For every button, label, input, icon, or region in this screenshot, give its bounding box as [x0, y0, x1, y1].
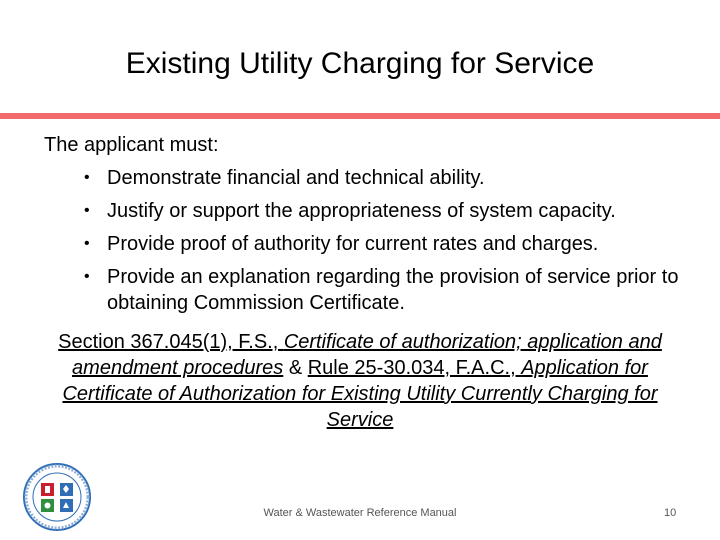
- list-item: [84, 198, 694, 224]
- title-divider: [0, 113, 720, 119]
- bullet-text: Provide an explanation regarding the provision of service prior to obtaining Commission Certificate.: [107, 266, 679, 314]
- list-item: [84, 264, 694, 316]
- bullet-text: Demonstrate financial and technical ability.: [107, 167, 485, 189]
- slide-title: Existing Utility Charging for Service: [125, 47, 595, 80]
- bullet-text: Justify or support the appropriateness of system capacity.: [107, 200, 616, 222]
- list-item: [84, 231, 694, 257]
- list-item: [84, 165, 694, 191]
- citation-rule-title: Application for Certificate of Authorization for Existing Utility Currently Charging for Service: [62, 357, 658, 431]
- citation-connector: &: [283, 357, 308, 379]
- requirements-list: [84, 165, 694, 323]
- citation-statute-title: Certificate of authorization; application and amendment procedures: [72, 331, 662, 379]
- page-number: 10: [664, 507, 677, 519]
- citation-statute: Section 367.045(1), F.S.,: [58, 331, 284, 353]
- bullet-text: Provide proof of authority for current rates and charges.: [107, 233, 599, 255]
- bullet-icon: •: [84, 235, 90, 252]
- florida-psc-seal-icon: [22, 462, 92, 532]
- footer-text: Water & Wastewater Reference Manual: [263, 507, 457, 519]
- bullet-icon: •: [84, 169, 90, 186]
- citation-rule: Rule 25-30.034, F.A.C.,: [307, 357, 522, 379]
- citation: [30, 329, 690, 433]
- bullet-icon: •: [84, 268, 90, 285]
- intro-text: The applicant must:: [44, 134, 219, 156]
- bullet-icon: •: [84, 202, 90, 219]
